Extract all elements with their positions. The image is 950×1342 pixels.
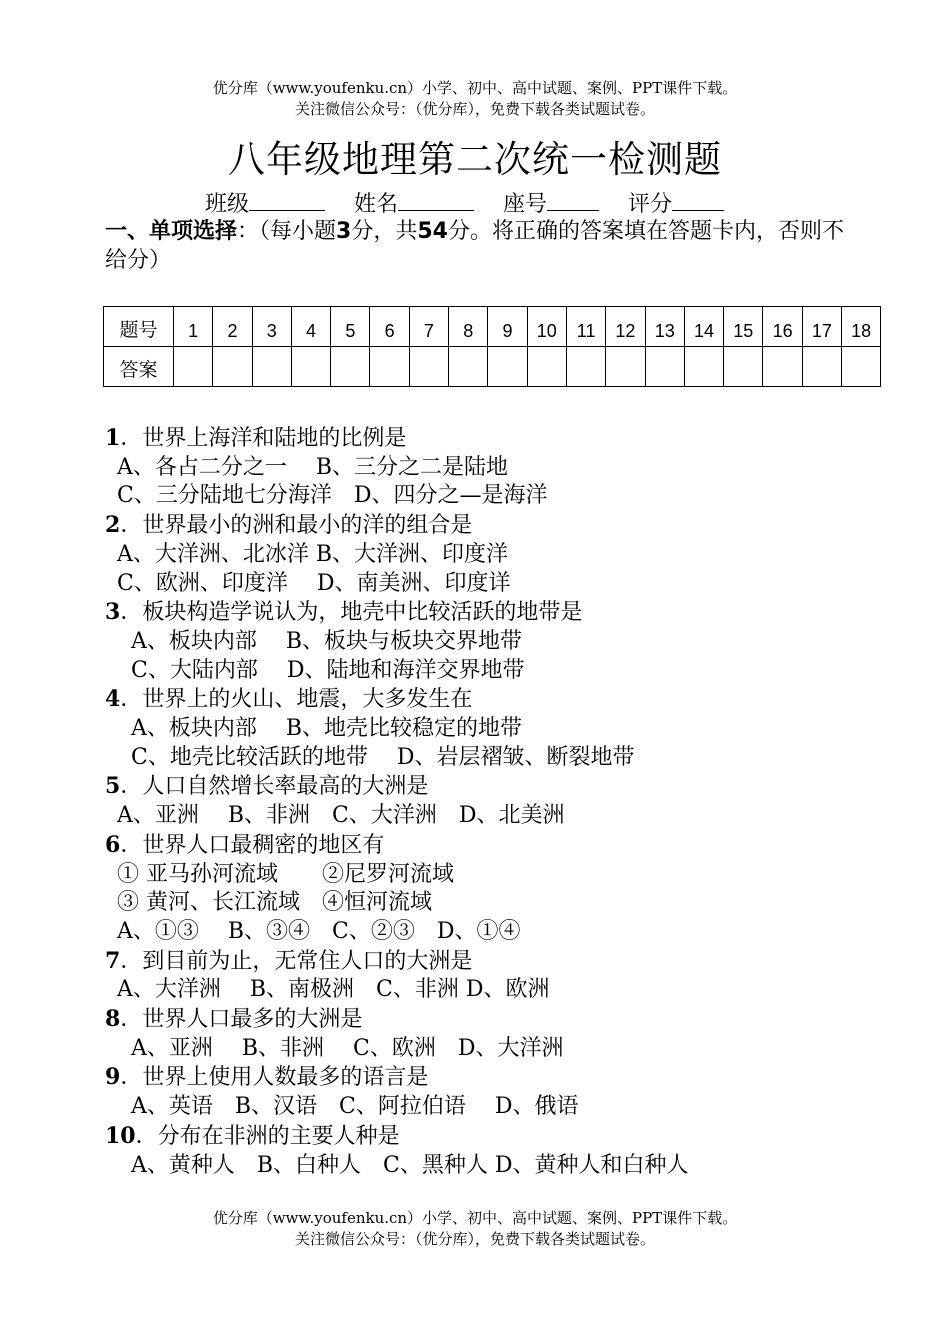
option-line: ① 亚马孙河流域 ②尼罗河流域 — [117, 861, 454, 887]
instr-part-a: （每小题 — [259, 219, 337, 244]
question-text: 世界人口最稠密的地区有 — [142, 832, 385, 858]
seat-blank[interactable] — [547, 188, 599, 211]
question-number-dot: ． — [120, 774, 143, 800]
question-number: 4 — [105, 686, 121, 713]
answer-cell[interactable] — [842, 347, 881, 387]
table-cell-number: 2 — [213, 307, 252, 347]
score-blank[interactable] — [672, 188, 724, 211]
row-label-answer: 答案 — [104, 347, 174, 387]
answer-cell[interactable] — [174, 347, 213, 387]
question-text: 世界人口最多的大洲是 — [142, 1007, 363, 1033]
class-field[interactable] — [205, 192, 325, 217]
answer-cell[interactable] — [331, 347, 370, 387]
answer-cell[interactable] — [213, 347, 252, 387]
option-line: A、板块内部 B、地壳比较稳定的地带 — [131, 716, 523, 742]
answer-cell[interactable] — [488, 347, 527, 387]
answer-cell[interactable] — [291, 347, 330, 387]
option-line: A、黄种人 B、白种人 C、黑种人 D、黄种人和白种人 — [131, 1152, 689, 1178]
table-cell-number: 7 — [409, 307, 448, 347]
question-number-row — [104, 307, 881, 347]
question-number: 8 — [105, 1006, 121, 1033]
question-number: 7 — [105, 947, 121, 974]
question-number-dot: ． — [120, 1065, 143, 1091]
option-line: A、各占二分之一 B、三分之二是陆地 — [117, 454, 509, 480]
question-text: 分布在非洲的主要人种是 — [157, 1123, 400, 1149]
class-label: 班级 — [205, 192, 250, 217]
question-text: 人口自然增长率最高的大洲是 — [142, 774, 429, 800]
question-number-dot: ． — [135, 1123, 158, 1149]
question-number: 9 — [105, 1064, 121, 1091]
page-header — [0, 78, 950, 120]
footer-line-1: 优分库（www.youfenku.cn）小学、初中、高中试题、案例、PPT课件下载。 — [212, 1209, 738, 1227]
question-number: 1 — [105, 425, 121, 451]
question-number-dot: ． — [120, 513, 143, 539]
question-number: 3 — [105, 599, 121, 626]
instr-part-b: 分，共 — [351, 219, 418, 244]
option-line: A、①③ B、③④ C、②③ D、①④ — [117, 918, 521, 944]
option-line: C、三分陆地七分海洋 D、四分之—是海洋 — [117, 483, 548, 509]
question-number: 6 — [105, 831, 121, 858]
answer-cell[interactable] — [606, 347, 645, 387]
answer-cell[interactable] — [724, 347, 763, 387]
question-stem — [105, 772, 865, 802]
question-number: 2 — [105, 512, 121, 539]
section-instructions — [105, 217, 865, 275]
page-footer — [0, 1208, 950, 1250]
option-line: A、亚洲 B、非洲 C、大洋洲 D、北美洲 — [117, 803, 565, 829]
question-text: 板块构造学说认为，地壳中比较活跃的地带是 — [142, 600, 583, 626]
option-line: A、大洋洲、北冰洋 B、大洋洲、印度洋 — [117, 541, 509, 567]
option-line: C、地壳比较活跃的地带 D、岩层褶皱、断裂地带 — [131, 744, 635, 770]
footer-line-2: 关注微信公众号：（优分库），免费下载各类试题试卷。 — [294, 1230, 655, 1248]
question-number-dot: ． — [120, 948, 143, 974]
question-stem — [105, 598, 865, 628]
answer-sheet-table — [103, 306, 881, 387]
answer-cell[interactable] — [566, 347, 605, 387]
table-cell-number: 6 — [370, 307, 409, 347]
question-text: 世界上使用人数最多的语言是 — [142, 1065, 429, 1091]
question-stem — [105, 947, 865, 977]
table-cell-number: 8 — [449, 307, 488, 347]
option-line: C、欧洲、印度洋 D、南美洲、印度详 — [117, 570, 511, 596]
answer-row — [104, 347, 881, 387]
question-text: 世界上海洋和陆地的比例是 — [142, 426, 407, 451]
option-line: A、大洋洲 B、南极洲 C、非洲 D、欧洲 — [117, 977, 550, 1003]
page-title: 八年级地理第二次统一检测题 — [228, 138, 722, 181]
instr-part-c: 分。将正确的答案填在答题卡内，否则不给分） — [105, 219, 845, 273]
option-line: A、板块内部 B、板块与板块交界地带 — [131, 628, 523, 654]
option-line: A、英语 B、汉语 C、阿拉伯语 D、俄语 — [131, 1094, 579, 1120]
answer-cell[interactable] — [370, 347, 409, 387]
section-colon: ： — [237, 219, 260, 244]
table-cell-number: 10 — [527, 307, 566, 347]
question-number-dot: ． — [120, 832, 143, 858]
question-stem — [105, 1005, 865, 1035]
answer-cell[interactable] — [645, 347, 684, 387]
answer-cell[interactable] — [409, 347, 448, 387]
name-field[interactable] — [354, 192, 474, 217]
answer-cell[interactable] — [449, 347, 488, 387]
name-label: 姓名 — [354, 192, 399, 217]
header-line-2: 关注微信公众号：（优分库），免费下载各类试题试卷。 — [294, 100, 655, 118]
question-number-dot: ． — [120, 426, 143, 451]
table-cell-number: 16 — [763, 307, 802, 347]
score-label: 评分 — [628, 192, 673, 217]
name-blank[interactable] — [398, 188, 474, 211]
table-cell-number: 15 — [724, 307, 763, 347]
question-list — [105, 424, 865, 1180]
question-number-dot: ． — [120, 1007, 143, 1033]
seat-label: 座号 — [503, 192, 548, 217]
answer-cell[interactable] — [802, 347, 841, 387]
points-each: 3 — [336, 219, 352, 244]
answer-cell[interactable] — [763, 347, 802, 387]
answer-cell[interactable] — [252, 347, 291, 387]
seat-field[interactable] — [503, 192, 599, 217]
table-cell-number: 12 — [606, 307, 645, 347]
student-info-line — [205, 188, 746, 220]
table-cell-number: 18 — [842, 307, 881, 347]
question-number-dot: ． — [120, 600, 143, 626]
table-cell-number: 3 — [252, 307, 291, 347]
question-stem — [105, 424, 865, 454]
score-field[interactable] — [628, 192, 724, 217]
table-cell-number: 4 — [291, 307, 330, 347]
question-number: 5 — [105, 773, 121, 800]
question-number-dot: ． — [120, 687, 143, 713]
table-cell-number: 9 — [488, 307, 527, 347]
question-stem — [105, 1122, 865, 1152]
answer-cell[interactable] — [527, 347, 566, 387]
points-total: 54 — [417, 219, 448, 244]
option-line: A、亚洲 B、非洲 C、欧洲 D、大洋洲 — [131, 1035, 564, 1061]
question-text: 世界最小的洲和最小的洋的组合是 — [142, 513, 473, 539]
question-text: 世界上的火山、地震，大多发生在 — [142, 687, 473, 713]
table-cell-number: 11 — [566, 307, 605, 347]
table-cell-number: 5 — [331, 307, 370, 347]
row-label-number: 题号 — [104, 307, 174, 347]
question-stem — [105, 831, 865, 861]
question-stem — [105, 685, 865, 715]
header-line-1: 优分库（www.youfenku.cn）小学、初中、高中试题、案例、PPT课件下载。 — [212, 79, 738, 97]
answer-cell[interactable] — [684, 347, 723, 387]
question-number: 10 — [105, 1122, 136, 1149]
question-stem — [105, 1063, 865, 1093]
table-cell-number: 14 — [684, 307, 723, 347]
question-text: 到目前为止，无常住人口的大洲是 — [142, 948, 473, 974]
class-blank[interactable] — [249, 188, 325, 211]
table-cell-number: 13 — [645, 307, 684, 347]
table-cell-number: 1 — [174, 307, 213, 347]
option-line: ③ 黄河、长江流域 ④恒河流域 — [117, 890, 432, 916]
table-cell-number: 17 — [802, 307, 841, 347]
question-stem — [105, 511, 865, 541]
option-line: C、大陆内部 D、陆地和海洋交界地带 — [131, 657, 525, 683]
section-heading: 一、单项选择 — [105, 219, 238, 244]
